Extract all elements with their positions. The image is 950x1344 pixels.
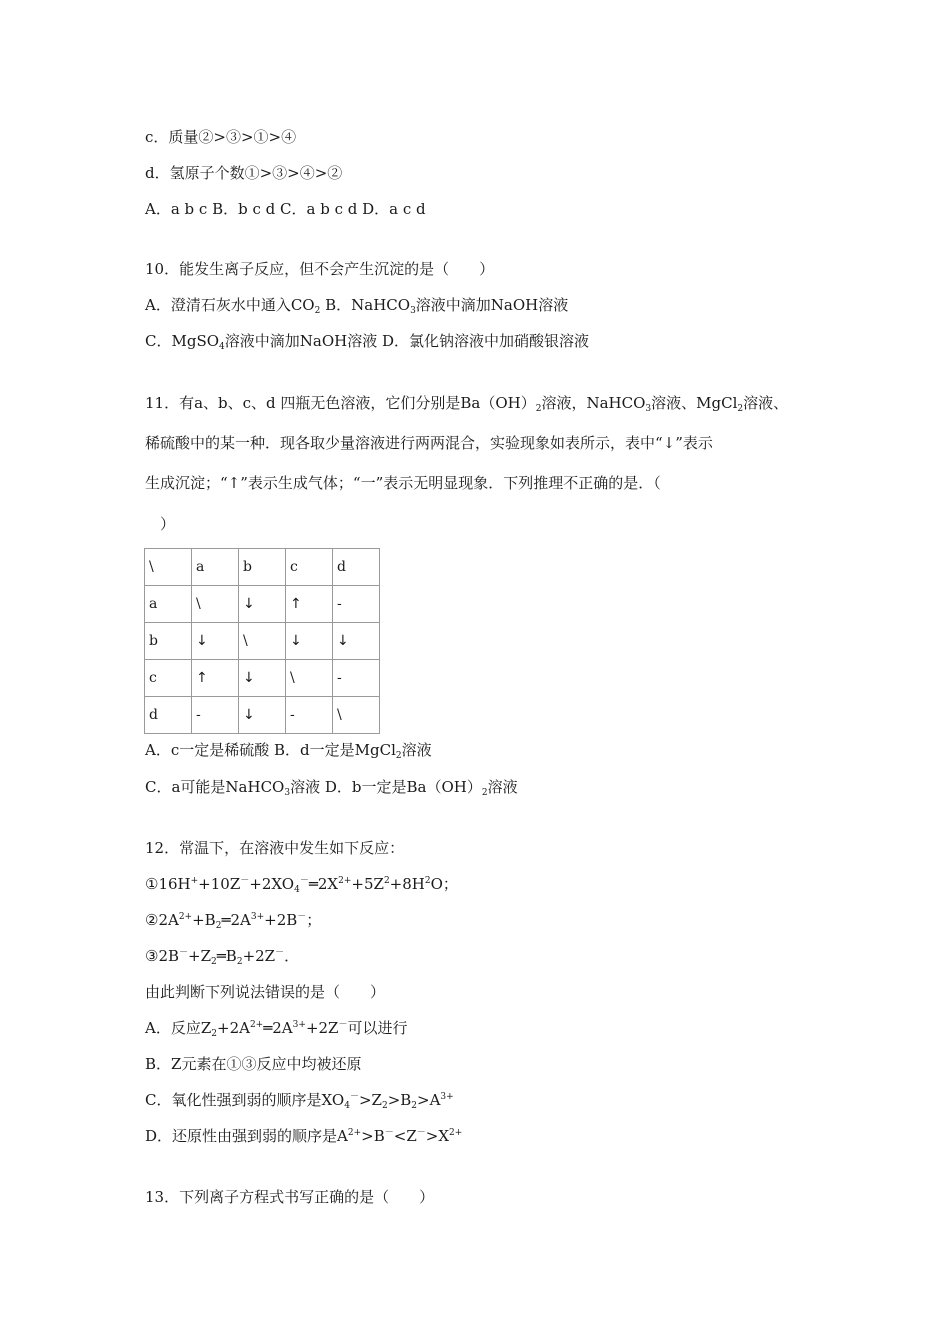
q11-reaction-table bbox=[144, 548, 380, 734]
table-cell: a bbox=[192, 549, 239, 586]
q12-option-b: B．Z元素在①③反应中均被还原 bbox=[145, 1055, 362, 1073]
table-cell: b bbox=[239, 549, 286, 586]
table-cell: - bbox=[333, 660, 380, 697]
table-cell: b bbox=[145, 623, 192, 660]
q11-stem-line1: 11．有a、b、c、d 四瓶无色溶液，它们分别是$Ba(OH)_2$溶液，NaHCO$_3$溶液、MgCl$_2$溶液、 bbox=[145, 394, 789, 414]
q12-option-c: C．氧化性强到弱的顺序是$XO_4^->Z_2>B_2>A^{3+}$ bbox=[145, 1091, 454, 1111]
q11-stem-line3: 生成沉淀；“↑”表示生成气体；“一”表示无明显现象．下列推理不正确的是．（ bbox=[145, 474, 661, 492]
table-cell: ↓ bbox=[239, 660, 286, 697]
table-cell: c bbox=[286, 549, 333, 586]
q10-stem: 10．能发生离子反应，但不会产生沉淀的是（ ） bbox=[145, 260, 495, 278]
q9-options: A．a b c B．b c d C．a b c d D．a c d bbox=[145, 200, 426, 218]
q11-stem-line2: 稀硫酸中的某一种．现各取少量溶液进行两两混合，实验现象如表所示，表中“↓”表示 bbox=[145, 434, 713, 452]
q10-options-cd: C．MgSO$_4$溶液中滴加NaOH溶液 D．氯化钠溶液中加硝酸银溶液 bbox=[145, 332, 589, 352]
table-cell: a bbox=[145, 586, 192, 623]
q12-reaction-3: $③2B^-+Z_2═B_2+2Z^-$． bbox=[145, 947, 300, 967]
q11-options-cd: C．a可能是NaHCO$_3$溶液 D．b一定是$Ba(OH)_2$溶液 bbox=[145, 778, 518, 798]
table-cell: - bbox=[286, 697, 333, 734]
table-cell: \ bbox=[192, 586, 239, 623]
q10-options-ab: A．澄清石灰水中通入$CO_2$ B．NaHCO$_3$溶液中滴加NaOH溶液 bbox=[145, 296, 569, 316]
table-cell: ↓ bbox=[239, 697, 286, 734]
table-row bbox=[145, 623, 380, 660]
table-cell: d bbox=[145, 697, 192, 734]
table-cell: \ bbox=[145, 549, 192, 586]
table-cell: ↑ bbox=[286, 586, 333, 623]
q12-reaction-1: $①16H^++10Z^-+2XO_4^-═2X^{2+}+5Z^2+8H^2O$； bbox=[145, 875, 458, 895]
table-cell: - bbox=[192, 697, 239, 734]
table-cell: ↓ bbox=[239, 586, 286, 623]
q9-statement-d: d．氢原子个数①>③>④>② bbox=[145, 164, 343, 182]
table-cell: ↓ bbox=[286, 623, 333, 660]
table-cell: \ bbox=[239, 623, 286, 660]
table-row bbox=[145, 549, 380, 586]
q12-option-a: A．反应$Z_2+2A^{2+}═2A^{3+}+2Z^-$可以进行 bbox=[145, 1019, 408, 1039]
q11-stem-line4: ） bbox=[160, 515, 176, 533]
table-row bbox=[145, 697, 380, 734]
q11-options-ab: A．c一定是稀硫酸 B．d一定是MgCl$_2$溶液 bbox=[145, 741, 432, 761]
table-cell: - bbox=[333, 586, 380, 623]
table-cell: \ bbox=[333, 697, 380, 734]
table-cell: ↓ bbox=[192, 623, 239, 660]
table-cell: \ bbox=[286, 660, 333, 697]
table-cell: d bbox=[333, 549, 380, 586]
table-cell: ↓ bbox=[333, 623, 380, 660]
table-row bbox=[145, 660, 380, 697]
q12-option-d: D．还原性由强到弱的顺序是$A^{2+}>B^-<Z^->X^{2+}$ bbox=[145, 1127, 463, 1145]
q13-stem: 13．下列离子方程式书写正确的是（ ） bbox=[145, 1188, 435, 1206]
table-cell: ↑ bbox=[192, 660, 239, 697]
q12-reaction-2: $②2A^{2+}+B_2═2A^{3+}+2B^-$； bbox=[145, 911, 322, 931]
q12-stem: 12．常温下，在溶液中发生如下反应： bbox=[145, 839, 405, 857]
q12-question: 由此判断下列说法错误的是（ ） bbox=[145, 983, 386, 1001]
table-row bbox=[145, 586, 380, 623]
table-cell: c bbox=[145, 660, 192, 697]
q9-statement-c: c．质量②>③>①>④ bbox=[145, 128, 297, 146]
